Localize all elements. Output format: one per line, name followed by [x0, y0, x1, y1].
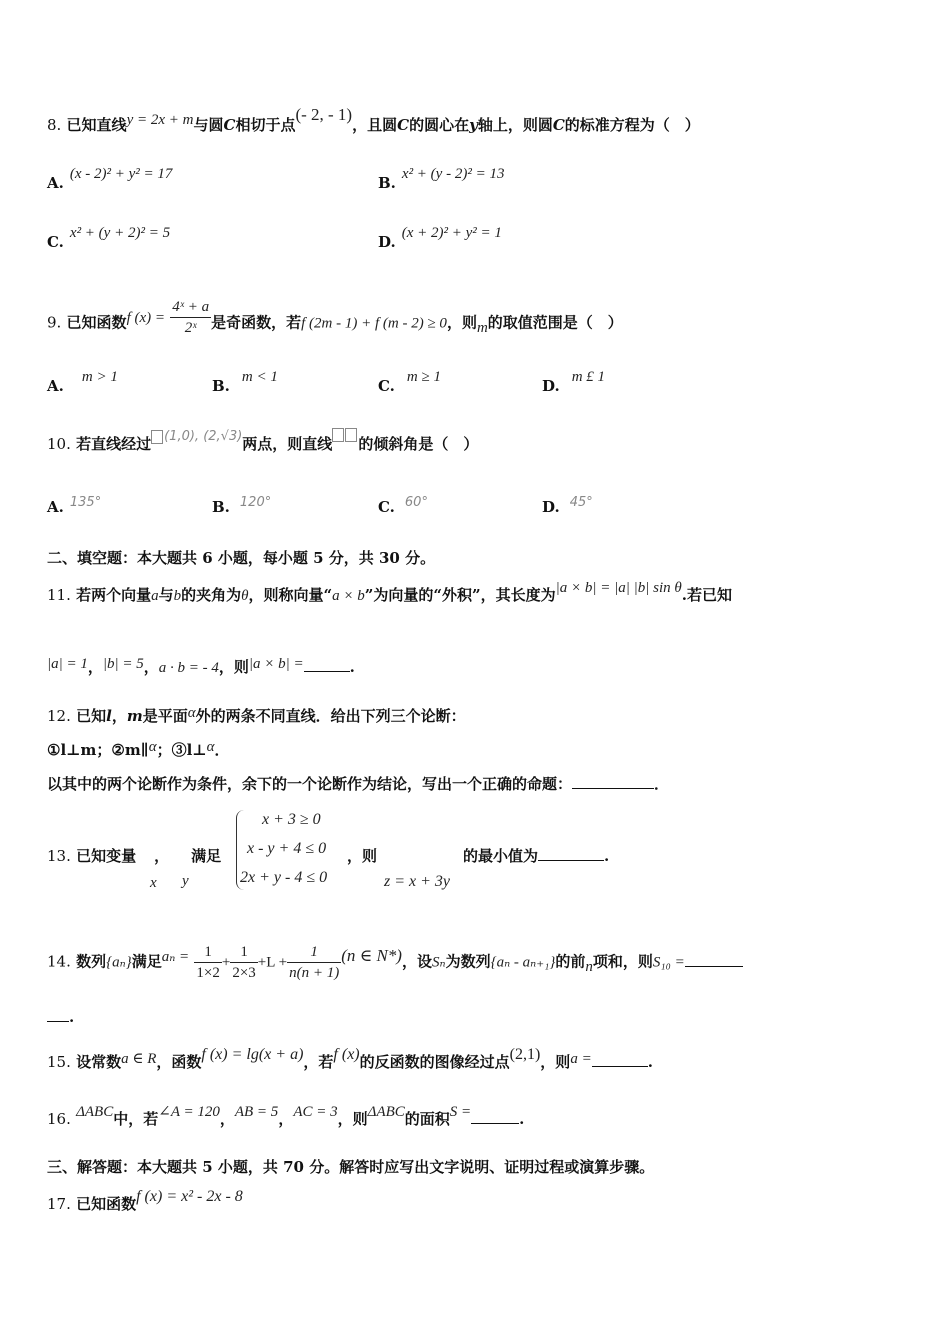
stem-text: .: [604, 847, 610, 865]
stem-text: 中，若: [113, 1110, 159, 1128]
partial-sum: Sₙ: [431, 954, 446, 971]
variable-n: n: [585, 958, 593, 975]
stem-text: 已知变量: [76, 847, 137, 865]
option-value: m ≥ 1: [406, 369, 441, 385]
option-c[interactable]: [378, 369, 441, 396]
stem-text: ，则称向量“: [248, 586, 333, 604]
stem-text: 的圆心在: [409, 116, 470, 134]
stem-text: 已知直线: [66, 116, 127, 134]
option-value: 135°: [69, 495, 102, 510]
function-symbol: f (x): [333, 1046, 360, 1063]
option-label: B.: [212, 498, 230, 516]
option-label: B.: [212, 377, 230, 395]
option-value: 60°: [404, 495, 428, 510]
objective-function: z = x + 3y: [384, 873, 451, 890]
constant-a: a ∈ R: [121, 1051, 157, 1067]
plus-sign: +: [221, 954, 231, 971]
option-value: m > 1: [81, 369, 118, 385]
tangent-point: (- 2, - 1): [295, 105, 353, 124]
stem-text: ，则: [540, 1053, 571, 1071]
fraction-2: [230, 942, 257, 983]
question-expression: |a × b| =: [248, 656, 304, 672]
stem-text: 的最小值为: [463, 847, 539, 865]
stem-text: 的反函数的图像经过点: [359, 1053, 510, 1071]
points-text: (1,0), (2,√3): [164, 429, 243, 444]
option-label: A.: [47, 377, 64, 395]
option-label: D.: [542, 377, 560, 395]
vector-b: b: [173, 588, 182, 604]
variable-y: y: [182, 873, 189, 889]
point-a-placeholder-icon: [151, 430, 163, 444]
function-lhs: f (x) =: [126, 309, 165, 326]
option-c[interactable]: [378, 495, 428, 516]
stem-text: ，设: [401, 952, 432, 971]
option-c[interactable]: [47, 225, 171, 252]
fraction-numerator: 1: [194, 942, 221, 963]
question-13-tail-2: [463, 846, 609, 866]
stem-text: 若两个向量: [76, 586, 152, 604]
question-number: 9.: [47, 313, 62, 332]
fraction-numerator: 4ˣ + a: [170, 297, 211, 318]
answer-blank[interactable]: [572, 774, 654, 789]
log-function: f (x) = lg(x + a): [201, 1046, 304, 1063]
line-equation: y = 2x + m: [126, 112, 194, 128]
option-label: C.: [378, 498, 395, 516]
line-l: l: [106, 707, 112, 725]
fraction-denominator: 2×3: [232, 965, 256, 981]
stem-text: ，函数: [156, 1053, 202, 1071]
stem-text: 若直线经过: [76, 435, 152, 453]
answer-blank[interactable]: [592, 1052, 648, 1067]
function-fraction: [170, 297, 211, 338]
separator: ，: [87, 658, 103, 676]
cross-product: a × b: [332, 588, 365, 604]
answer-blank[interactable]: [685, 952, 743, 967]
judgement-text: ．: [214, 741, 230, 759]
fraction-1: [194, 942, 221, 983]
question-number: 15.: [47, 1053, 71, 1071]
stem-text: 满足: [191, 847, 222, 865]
stem-text: 数列: [76, 952, 107, 971]
inequality-3: 2x + y - 4 ≤ 0: [240, 869, 328, 886]
circle-symbol: C: [397, 116, 410, 134]
option-a[interactable]: [47, 166, 173, 193]
stem-text: ，则: [337, 1110, 368, 1128]
option-d[interactable]: [542, 369, 606, 396]
stem-text: 设常数: [76, 1053, 122, 1071]
plane-alpha: α: [148, 739, 157, 755]
ellipsis-plus: +L +: [257, 954, 288, 971]
question-number: 14.: [47, 952, 71, 971]
stem-text: 两点，则直线: [242, 435, 333, 453]
plane-alpha: α: [206, 739, 215, 755]
condition-a: |a| = 1: [47, 656, 88, 672]
question-13-stem: [47, 846, 221, 866]
question-16-stem: [47, 1104, 525, 1130]
stem-text: .若已知: [681, 586, 733, 604]
question-number: 12.: [47, 707, 71, 725]
stem-text: 为数列: [445, 952, 491, 971]
stem-text: 轴上，则圆: [477, 116, 553, 134]
answer-blank-continuation[interactable]: [47, 1007, 69, 1022]
stem-text: ，则: [446, 313, 477, 332]
option-label: A.: [47, 174, 64, 192]
axis-symbol: y: [469, 116, 478, 134]
question-13-tail-1: [347, 846, 377, 866]
stem-text: .: [69, 1008, 75, 1026]
option-value: m < 1: [241, 369, 278, 385]
question-number: 13.: [47, 847, 71, 865]
question-12-judgements: [47, 740, 230, 761]
option-label: C.: [378, 377, 395, 395]
option-value: (x + 2)² + y² = 1: [401, 225, 502, 241]
fraction-denominator: n(n + 1): [289, 965, 340, 981]
judgement-text: ①l⊥m；②m∥: [47, 741, 149, 759]
sum-s10: S₁₀ =: [652, 954, 685, 971]
sequence-an: {aₙ}: [106, 954, 132, 971]
condition-dot: a · b = - 4: [158, 660, 219, 676]
option-label: A.: [47, 498, 64, 516]
option-label: C.: [47, 233, 64, 251]
stem-text: 与: [158, 586, 174, 604]
stem-text: 的取值范围是（ ）: [487, 313, 623, 332]
stem-text: 的夹角为: [181, 586, 242, 604]
inequality-1: x + 3 ≥ 0: [262, 811, 321, 828]
triangle: ΔABC: [367, 1104, 405, 1120]
circle-symbol: C: [223, 116, 236, 134]
stem-text: .: [647, 1053, 653, 1071]
separator: ，: [278, 1110, 294, 1128]
stem-text: 已知: [76, 707, 107, 725]
answer-blank[interactable]: [471, 1109, 519, 1124]
quadratic-function: f (x) = x² - 2x - 8: [136, 1188, 243, 1205]
side-ab: AB = 5: [234, 1104, 279, 1120]
sequence-lhs: aₙ =: [161, 948, 190, 965]
option-b[interactable]: [378, 166, 505, 193]
stem-text: 已知函数: [76, 1195, 137, 1213]
option-label: D.: [542, 498, 560, 516]
option-d[interactable]: [378, 225, 502, 252]
answer-expression: a =: [570, 1051, 592, 1067]
question-11-conditions: [47, 657, 355, 678]
condition-b: |b| = 5: [102, 656, 144, 672]
option-d[interactable]: [542, 495, 593, 516]
domain-n: (n ∈ N*): [341, 945, 402, 965]
angle-a: ∠A = 120: [158, 1104, 220, 1120]
point: (2,1): [509, 1046, 541, 1063]
inequality-condition: f (2m - 1) + f (m - 2) ≥ 0: [301, 315, 447, 332]
option-value: (x - 2)² + y² = 17: [69, 166, 173, 182]
line-name-image: [332, 425, 358, 443]
stem-text: ”为向量的“外积”，其长度为: [364, 586, 556, 604]
answer-blank[interactable]: [538, 846, 604, 861]
option-b[interactable]: [212, 495, 272, 516]
question-number: 16.: [47, 1110, 71, 1128]
vector-a: a: [151, 588, 159, 604]
difference-sequence: {aₙ - aₙ₊₁}: [490, 954, 556, 971]
separator: ，: [219, 1110, 235, 1128]
judgement-text: ；③l⊥: [156, 741, 207, 759]
section-2-heading: 二、填空题：本大题共 6 小题，每小题 5 分，共 30 分。: [47, 549, 436, 567]
stem-text: 外的两条不同直线．给出下列三个论断：: [195, 707, 466, 725]
stem-text: 与圆: [193, 116, 224, 134]
placeholder-icon: [332, 428, 344, 442]
option-b[interactable]: [212, 369, 278, 396]
stem-text: 是奇函数，若: [211, 313, 302, 332]
stem-text: 满足: [131, 952, 162, 971]
side-ac: AC = 3: [293, 1104, 338, 1120]
stem-text: .: [519, 1110, 525, 1128]
question-9-stem: [47, 299, 623, 344]
question-14-continuation: [47, 1007, 74, 1027]
option-value: x² + (y - 2)² = 13: [401, 166, 505, 182]
option-value: 45°: [569, 495, 593, 510]
stem-text: 相切于点: [235, 116, 296, 134]
stem-text: ，若: [303, 1053, 334, 1071]
fraction-denominator: 1×2: [196, 965, 220, 981]
line-m: m: [126, 707, 143, 725]
answer-blank[interactable]: [304, 657, 350, 672]
stem-text: 的前: [555, 952, 586, 971]
points-image: [151, 429, 242, 444]
section-3-heading: 三、解答题：本大题共 5 小题，共 70 分。解答时应写出文字说明、证明过程或演算步骤。: [47, 1158, 655, 1176]
triangle: ΔABC: [76, 1104, 114, 1120]
question-14-stem: [47, 942, 743, 983]
option-a[interactable]: [47, 495, 102, 516]
option-a[interactable]: [47, 369, 118, 396]
variable-x: x: [150, 875, 157, 891]
inequality-2: x - y + 4 ≤ 0: [247, 840, 327, 857]
stem-text: 的面积: [404, 1110, 450, 1128]
separator: ，: [154, 847, 170, 865]
fraction-numerator: 1: [230, 942, 257, 963]
angle-theta: θ: [241, 588, 249, 604]
stem-text: ，且圆: [352, 116, 398, 134]
circle-symbol: C: [552, 116, 565, 134]
option-value: m £ 1: [571, 369, 606, 385]
fraction-numerator: 1: [287, 942, 341, 963]
option-label: D.: [378, 233, 396, 251]
option-value: 120°: [239, 495, 272, 510]
question-15-stem: [47, 1046, 653, 1073]
variable-m: m: [476, 319, 488, 336]
question-17-stem: [47, 1188, 243, 1215]
fraction-3: [287, 942, 341, 983]
stem-text: ．: [654, 775, 670, 793]
fraction-denominator: 2ˣ: [184, 320, 197, 336]
stem-text: 的倾斜角是（ ）: [358, 435, 479, 453]
question-number: 10.: [47, 435, 71, 453]
stem-text: 是平面: [142, 707, 188, 725]
question-12-task: [47, 774, 669, 794]
plane-alpha: α: [187, 705, 196, 721]
stem-text: 的标准方程为（ ）: [564, 116, 700, 134]
stem-text: 以其中的两个论断作为条件，余下的一个论断作为结论，写出一个正确的命题：: [47, 775, 573, 793]
option-label: B.: [378, 174, 396, 192]
question-number: 11.: [47, 586, 71, 604]
cross-product-length: |a × b| = |a| |b| sin θ: [555, 580, 682, 596]
separator: ，: [111, 707, 127, 725]
question-12-stem: [47, 706, 466, 727]
stem-text: 已知函数: [66, 313, 127, 332]
area-expression: S =: [449, 1104, 472, 1120]
separator: ，: [143, 658, 159, 676]
question-number: 8.: [47, 116, 62, 134]
stem-text: .: [349, 658, 355, 676]
question-11-stem: [47, 580, 733, 606]
stem-text: ，则: [218, 658, 249, 676]
stem-text: 项和，则: [592, 952, 653, 971]
question-10-stem: [47, 429, 479, 456]
question-8-stem: [47, 105, 700, 136]
stem-text: ，则: [347, 847, 378, 865]
option-value: x² + (y + 2)² = 5: [69, 225, 171, 241]
placeholder-icon: [345, 428, 357, 442]
question-number: 17.: [47, 1195, 71, 1213]
